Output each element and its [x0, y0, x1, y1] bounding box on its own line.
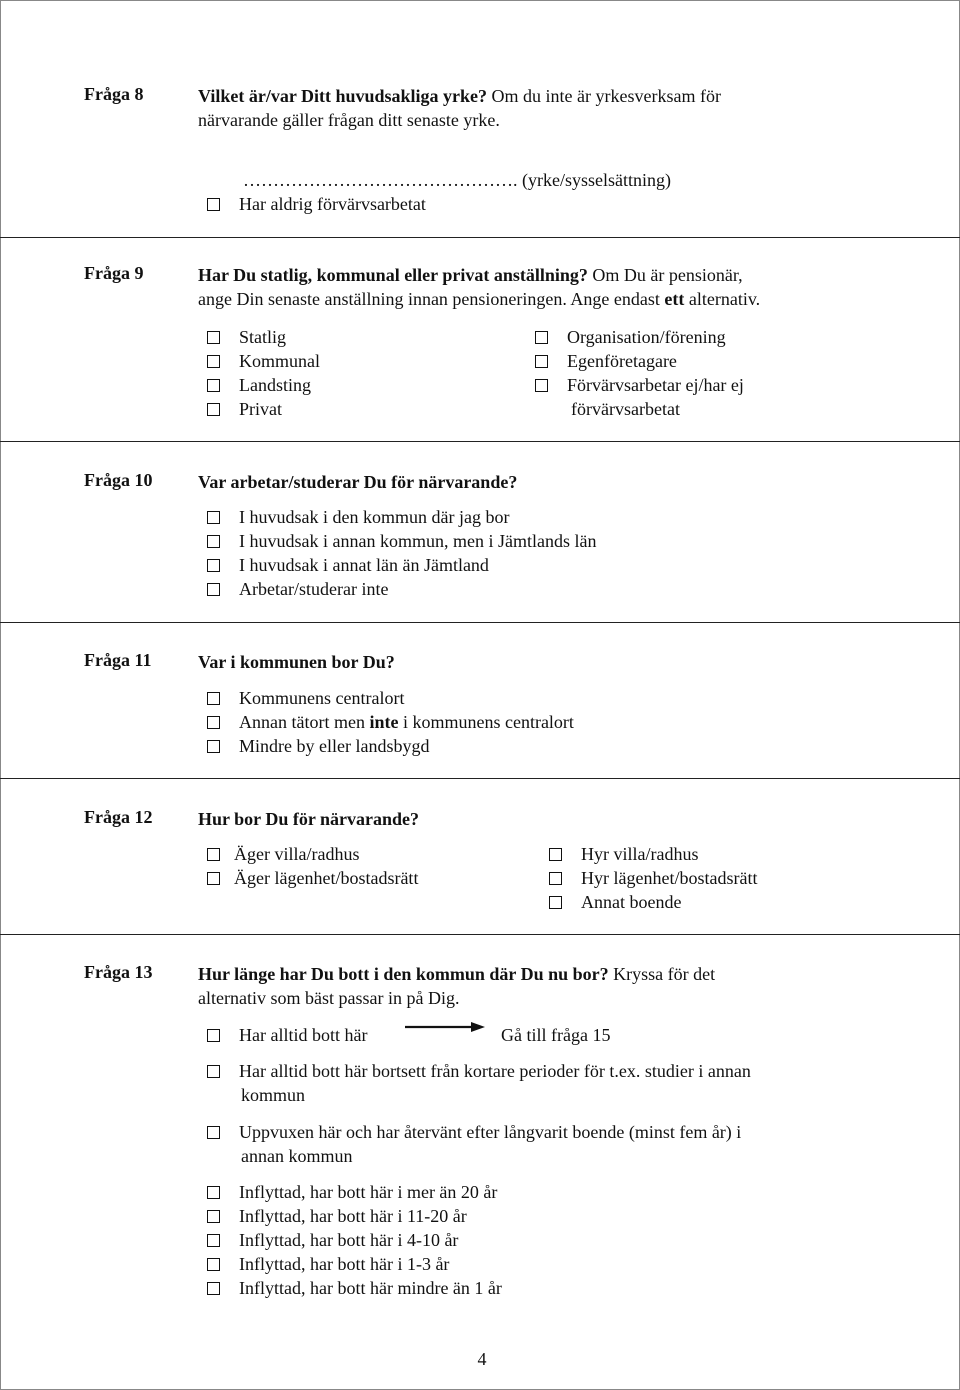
checkbox[interactable]	[207, 1126, 220, 1139]
option-bortsett-kortare[interactable]	[207, 1059, 751, 1083]
checkbox[interactable]	[207, 403, 220, 416]
option-label: Annat boende	[581, 892, 682, 912]
checkbox[interactable]	[207, 1065, 220, 1078]
question-11-title: Var i kommunen bor Du?	[198, 652, 395, 672]
option-label: Arbetar/studerar inte	[239, 579, 389, 599]
option-label: Förvärvsarbetar ej/har ej	[567, 375, 744, 395]
option-inflyttad-11-20[interactable]	[207, 1204, 467, 1228]
option-alltid-bott-har[interactable]	[207, 1023, 367, 1047]
option-label: Statlig	[239, 327, 287, 347]
option-forvarvsarbetar-ej-cont: förvärvsarbetat	[571, 399, 680, 419]
option-inflyttad-under-1[interactable]	[207, 1276, 502, 1300]
option-atervant-cont: annan kommun	[241, 1146, 353, 1166]
question-13-title: Hur länge har Du bott i den kommun där Du nu bor?	[198, 964, 609, 984]
checkbox[interactable]	[535, 331, 548, 344]
option-inflyttad-1-3[interactable]	[207, 1252, 449, 1276]
checkbox[interactable]	[207, 1258, 220, 1271]
q9-line2-emphasis: ett	[664, 289, 685, 309]
q9-line2-a: ange Din senaste anställning innan pensioneringen. Ange endast	[198, 289, 665, 309]
checkbox[interactable]	[207, 198, 220, 211]
checkbox[interactable]	[535, 355, 548, 368]
option-label-emphasis: inte	[369, 712, 399, 732]
question-13-text	[198, 962, 715, 986]
option-landsting[interactable]	[207, 373, 311, 397]
checkbox[interactable]	[207, 559, 220, 572]
option-label: Organisation/förening	[567, 327, 726, 347]
question-8-text	[198, 84, 721, 108]
option-label: Inflyttad, har bott här i 11-20 år	[239, 1206, 467, 1226]
question-8-text-line2: närvarande gäller frågan ditt senaste yrke.	[198, 110, 500, 130]
option-inflyttad-4-10[interactable]	[207, 1228, 458, 1252]
divider	[0, 778, 960, 779]
option-label: Kommunal	[239, 351, 320, 371]
option-label: Inflyttad, har bott här mindre än 1 år	[239, 1278, 502, 1298]
option-statlig[interactable]	[207, 325, 286, 349]
option-kommunal[interactable]	[207, 349, 320, 373]
divider	[0, 441, 960, 442]
skip-instruction: Gå till fråga 15	[501, 1025, 611, 1045]
question-9-title: Har Du statlig, kommunal eller privat anställning?	[198, 265, 588, 285]
question-9-label: Fråga 9	[84, 263, 144, 283]
checkbox[interactable]	[207, 692, 220, 705]
question-10-label: Fråga 10	[84, 470, 153, 490]
checkbox[interactable]	[549, 896, 562, 909]
checkbox[interactable]	[535, 379, 548, 392]
question-10-title: Var arbetar/studerar Du för närvarande?	[198, 472, 518, 492]
question-13-title-rest: Kryssa för det	[608, 964, 716, 984]
option-label: Har alltid bott här	[239, 1025, 368, 1045]
checkbox[interactable]	[207, 511, 220, 524]
option-label-c: i kommunens centralort	[398, 712, 574, 732]
question-13-label: Fråga 13	[84, 962, 153, 982]
q9-line2-c: alternativ.	[684, 289, 761, 309]
checkbox[interactable]	[207, 848, 220, 861]
checkbox[interactable]	[207, 331, 220, 344]
checkbox[interactable]	[207, 716, 220, 729]
checkbox[interactable]	[207, 1282, 220, 1295]
option-privat[interactable]	[207, 397, 282, 421]
checkbox[interactable]	[207, 872, 220, 885]
option-annan-tatort[interactable]	[207, 710, 574, 734]
option-ager-villa[interactable]	[207, 842, 359, 866]
option-forvarvsarbetar-ej[interactable]	[535, 373, 744, 397]
option-arbetar-inte[interactable]	[207, 577, 388, 601]
question-12-title: Hur bor Du för närvarande?	[198, 809, 420, 829]
checkbox[interactable]	[207, 1234, 220, 1247]
checkbox[interactable]	[207, 379, 220, 392]
question-13-text-line2: alternativ som bäst passar in på Dig.	[198, 988, 460, 1008]
option-label: Mindre by eller landsbygd	[239, 736, 430, 756]
option-never-worked[interactable]	[207, 192, 426, 216]
option-hyr-lagenhet[interactable]	[549, 866, 757, 890]
option-ager-lagenhet[interactable]	[207, 866, 418, 890]
divider	[0, 237, 960, 238]
option-label-a: Annan tätort men	[239, 712, 370, 732]
option-label: I huvudsak i annat län än Jämtland	[239, 555, 489, 575]
option-annat-lan[interactable]	[207, 553, 489, 577]
option-inflyttad-over-20[interactable]	[207, 1180, 497, 1204]
option-label: Inflyttad, har bott här i 4-10 år	[239, 1230, 459, 1250]
checkbox[interactable]	[207, 583, 220, 596]
option-label: Har alltid bott här bortsett från kortare perioder för t.ex. studier i annan	[239, 1061, 751, 1081]
option-label: Kommunens centralort	[239, 688, 405, 708]
option-label: Inflyttad, har bott här i mer än 20 år	[239, 1182, 498, 1202]
question-8-title-rest: Om du inte är yrkesverksam för	[487, 86, 721, 106]
divider	[0, 622, 960, 623]
question-9-text	[198, 263, 743, 287]
option-label: Äger lägenhet/bostadsrätt	[234, 868, 419, 888]
divider	[0, 934, 960, 935]
question-8-title: Vilket är/var Ditt huvudsakliga yrke?	[198, 86, 488, 106]
option-label: Hyr lägenhet/bostadsrätt	[581, 868, 758, 888]
occupation-fill-line[interactable]: ………………………………………. (yrke/sysselsättning)	[243, 170, 671, 190]
option-samma-kommun[interactable]	[207, 505, 509, 529]
checkbox[interactable]	[549, 872, 562, 885]
option-label: Hyr villa/radhus	[581, 844, 699, 864]
option-centralort[interactable]	[207, 686, 404, 710]
question-8-label: Fråga 8	[84, 84, 144, 104]
option-label: Har aldrig förvärvsarbetat	[239, 194, 426, 214]
option-label: I huvudsak i den kommun där jag bor	[239, 507, 510, 527]
option-label: Äger villa/radhus	[234, 844, 360, 864]
question-11-label: Fråga 11	[84, 650, 152, 670]
option-label: Egenföretagare	[567, 351, 677, 371]
question-12-label: Fråga 12	[84, 807, 153, 827]
option-annat-boende[interactable]	[549, 890, 681, 914]
checkbox[interactable]	[207, 1186, 220, 1199]
checkbox[interactable]	[549, 848, 562, 861]
option-bortsett-kortare-cont: kommun	[241, 1085, 306, 1105]
option-label: I huvudsak i annan kommun, men i Jämtlands län	[239, 531, 597, 551]
option-atervant[interactable]	[207, 1120, 741, 1144]
checkbox[interactable]	[207, 535, 220, 548]
option-organisation[interactable]	[535, 325, 726, 349]
question-9-title-rest: Om Du är pensionär,	[587, 265, 743, 285]
option-label: Inflyttad, har bott här i 1-3 år	[239, 1254, 450, 1274]
option-annan-kommun[interactable]	[207, 529, 596, 553]
option-landsbygd[interactable]	[207, 734, 429, 758]
arrow-right-icon	[405, 1020, 485, 1034]
checkbox[interactable]	[207, 355, 220, 368]
checkbox[interactable]	[207, 1029, 220, 1042]
question-9-text-line2	[198, 287, 760, 311]
option-hyr-villa[interactable]	[549, 842, 698, 866]
option-label: Landsting	[239, 375, 311, 395]
option-label: Privat	[239, 399, 282, 419]
page-number: 4	[477, 1349, 487, 1369]
option-label: Uppvuxen här och har återvänt efter långvarit boende (minst fem år) i	[239, 1122, 742, 1142]
checkbox[interactable]	[207, 1210, 220, 1223]
option-egenforetagare[interactable]	[535, 349, 677, 373]
checkbox[interactable]	[207, 740, 220, 753]
